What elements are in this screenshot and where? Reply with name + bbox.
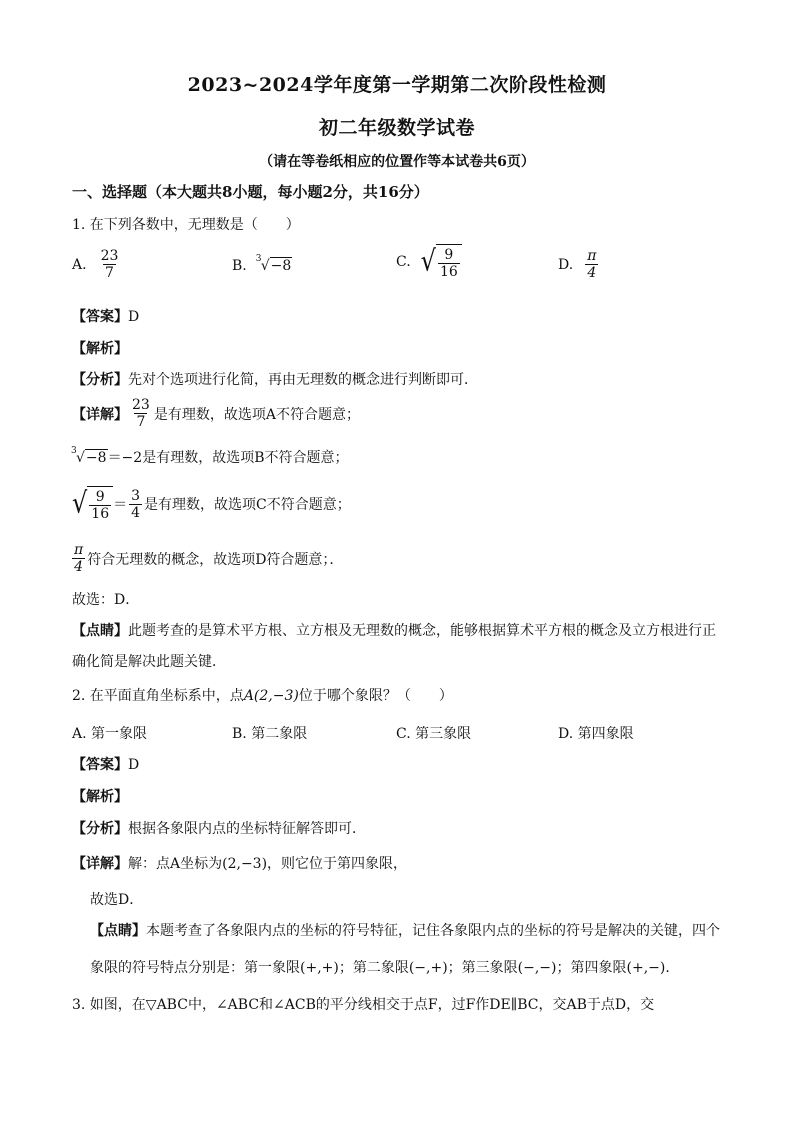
q1-detail-2: 3 √−8＝−2是有理数，故选项B不符合题意；: [71, 446, 349, 466]
q2-fenxi: 【分析】根据各象限内点的坐标特征解答即可．: [72, 821, 366, 837]
option-label: D.: [558, 256, 574, 273]
option-label: C.: [396, 254, 411, 270]
q1-option-c: [396, 244, 462, 280]
fraction: $\frac{23}{7}$: [100, 248, 119, 281]
q2-option-d: D. 第四象限: [558, 726, 634, 742]
point-coordinate: A(2,−3): [243, 688, 299, 704]
q1-detail-1: 【详解】 $\frac{23}{7}$ 是有理数，故选项A不符合题意；: [72, 397, 360, 430]
q1-option-a: [72, 248, 122, 281]
fraction: $\frac{\pi}{4}$: [587, 248, 597, 281]
q1-option-b: [232, 254, 292, 274]
q3-stem: 3. 如图，在▽ABC中，∠ABC和∠ACB的平分线相交于点F，过F作DE∥BC，交AB于点D，交: [72, 997, 655, 1013]
square-root: √ $\frac{9}{16}$: [421, 244, 462, 280]
q1-fenxi: 【分析】先对个选项进行化简，再由无理数的概念进行判断即可．: [72, 372, 478, 388]
option-label: B.: [232, 258, 247, 274]
q2-option-a: A. 第一象限: [72, 726, 148, 742]
q1-option-d: [558, 248, 600, 281]
exam-note: （请在等卷纸相应的位置作等本试卷共6页）: [259, 154, 535, 170]
q2-choose: 故选D．: [90, 892, 144, 908]
q2-dianjing-1: 【点睛】本题考查了各象限内点的坐标的符号特征，记住各象限内点的坐标的符号是解决的关键，四个: [90, 923, 720, 939]
q1-dianjing-1: 【点睛】此题考查的是算术平方根、立方根及无理数的概念，能够根据算术平方根的概念及立方根进行正: [72, 623, 716, 639]
q1-answer: 【答案】D: [72, 309, 140, 325]
q2-detail: 【详解】解：点A坐标为(2,−3)，则它位于第四象限，: [72, 856, 408, 872]
q1-dianjing-2: 确化简是解决此题关键．: [72, 654, 226, 670]
q1-choose: 故选：D．: [72, 592, 140, 608]
q1-detail-3: √ $\frac{9}{16}$ ＝ $\frac{3}{4}$ 是有理数，故选项C不符合题意；: [72, 486, 351, 522]
q2-answer: 【答案】D: [72, 757, 140, 773]
q1-detail-4: $\frac{\pi}{4}$ 符合无理数的概念，故选项D符合题意；．: [74, 542, 344, 575]
q2-stem: 2. 在平面直角坐标系中，点A(2,−3)位于哪个象限？（ ）: [72, 688, 453, 704]
q2-analysis-tag: 【解析】: [72, 789, 128, 805]
q2-option-c: C. 第三象限: [396, 726, 472, 742]
exam-title: 2023~2024学年度第一学期第二次阶段性检测: [187, 74, 607, 96]
option-label: A.: [72, 256, 87, 273]
q2-option-b: B. 第二象限: [232, 726, 308, 742]
cube-root: 3 √−8: [255, 254, 292, 274]
section-heading: 一、选择题（本大题共8小题，每小题2分，共16分）: [72, 183, 429, 201]
q2-dianjing-2: 象限的符号特点分别是：第一象限(+,+)；第二象限(−,+)；第三象限(−,−)；第四象限(+,−)．: [90, 960, 680, 976]
q1-analysis-tag: 【解析】: [72, 341, 128, 357]
q1-stem: 1. 在下列各数中，无理数是（ ）: [72, 217, 300, 233]
exam-subtitle: 初二年级数学试卷: [318, 117, 475, 139]
